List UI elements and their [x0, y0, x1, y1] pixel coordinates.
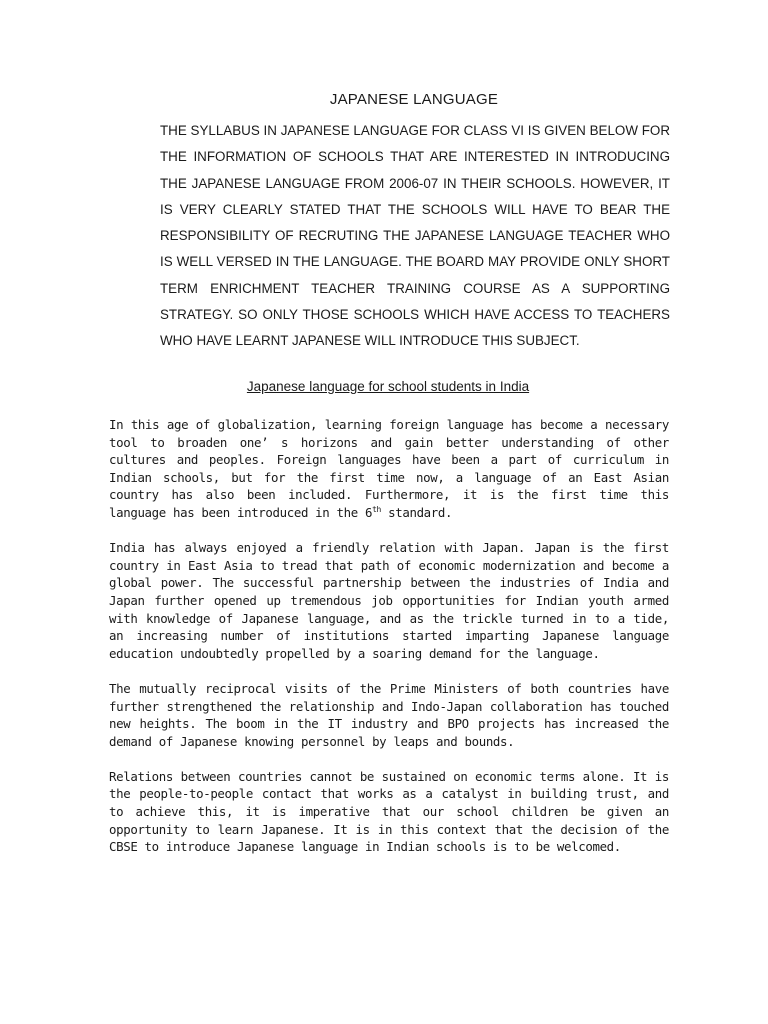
paragraph-globalization-text: In this age of globalization, learning foreign language has become a necessary tool to broaden one’ s horizons and gain better understanding of other cultures and peoples. Foreign languages have been a part of curriculum in Indian schools, but for the first time now, a language of an East Asian country has also been included. Furthermore, it is the first time this language has been introduced in the 6: [109, 417, 669, 520]
document-title: JAPANESE LANGUAGE: [329, 91, 499, 108]
paragraph-india-japan-relations: India has always enjoyed a friendly relation with Japan. Japan is the first country in East Asia to tread that path of economic modernization and become a global power. The successful partnership between the industries of India and Japan further opened up tremendous job opportunities for Indian youth armed with knowledge of Japanese language, and as the trickle turned in to a tide, an increasing number of institutions started imparting Japanese language education undoubtedly propelled by a soaring demand for the language.: [109, 540, 669, 661]
paragraph-globalization-tail: standard.: [381, 504, 453, 520]
section-subtitle: Japanese language for school students in India: [246, 379, 530, 394]
paragraph-reciprocal-visits: The mutually reciprocal visits of the Prime Ministers of both countries have further strengthened the relationship and Indo-Japan collaboration has touched new heights. The boom in the IT industry and BPO projects has increased the demand of Japanese knowing personnel by leaps and bounds.: [109, 680, 669, 749]
syllabus-notice: THE SYLLABUS IN JAPANESE LANGUAGE FOR CLASS VI IS GIVEN BELOW FOR THE INFORMATION OF SCHOOLS THAT ARE INTERESTED IN INTRODUCING THE JAPANESE LANGUAGE FROM 2006-07 IN THEIR SCHOOLS. HOWEVER, IT IS VERY CLEARLY STATED THAT THE SCHOOLS WILL HAVE TO BEAR THE RESPONSIBILITY OF RECRUTING THE JAPANESE LANGUAGE TEACHER WHO IS WELL VERSED IN THE LANGUAGE. THE BOARD MAY PROVIDE ONLY SHORT TERM ENRICHMENT TEACHER TRAINING COURSE AS A SUPPORTING STRATEGY. SO ONLY THOSE SCHOOLS WHICH HAVE ACCESS TO TEACHERS WHO HAVE LEARNT JAPANESE WILL INTRODUCE THIS SUBJECT.: [160, 123, 670, 349]
paragraph-globalization: [109, 416, 669, 522]
paragraph-people-contact: Relations between countries cannot be sustained on economic terms alone. It is the people-to-people contact that works as a catalyst in building trust, and to achieve this, it is imperative that our school children be given an opportunity to learn Japanese. It is in this context that the decision of the CBSE to introduce Japanese language in Indian schools is to be welcomed.: [109, 768, 669, 855]
body-text: [109, 416, 669, 873]
ordinal-superscript: th: [372, 504, 382, 514]
